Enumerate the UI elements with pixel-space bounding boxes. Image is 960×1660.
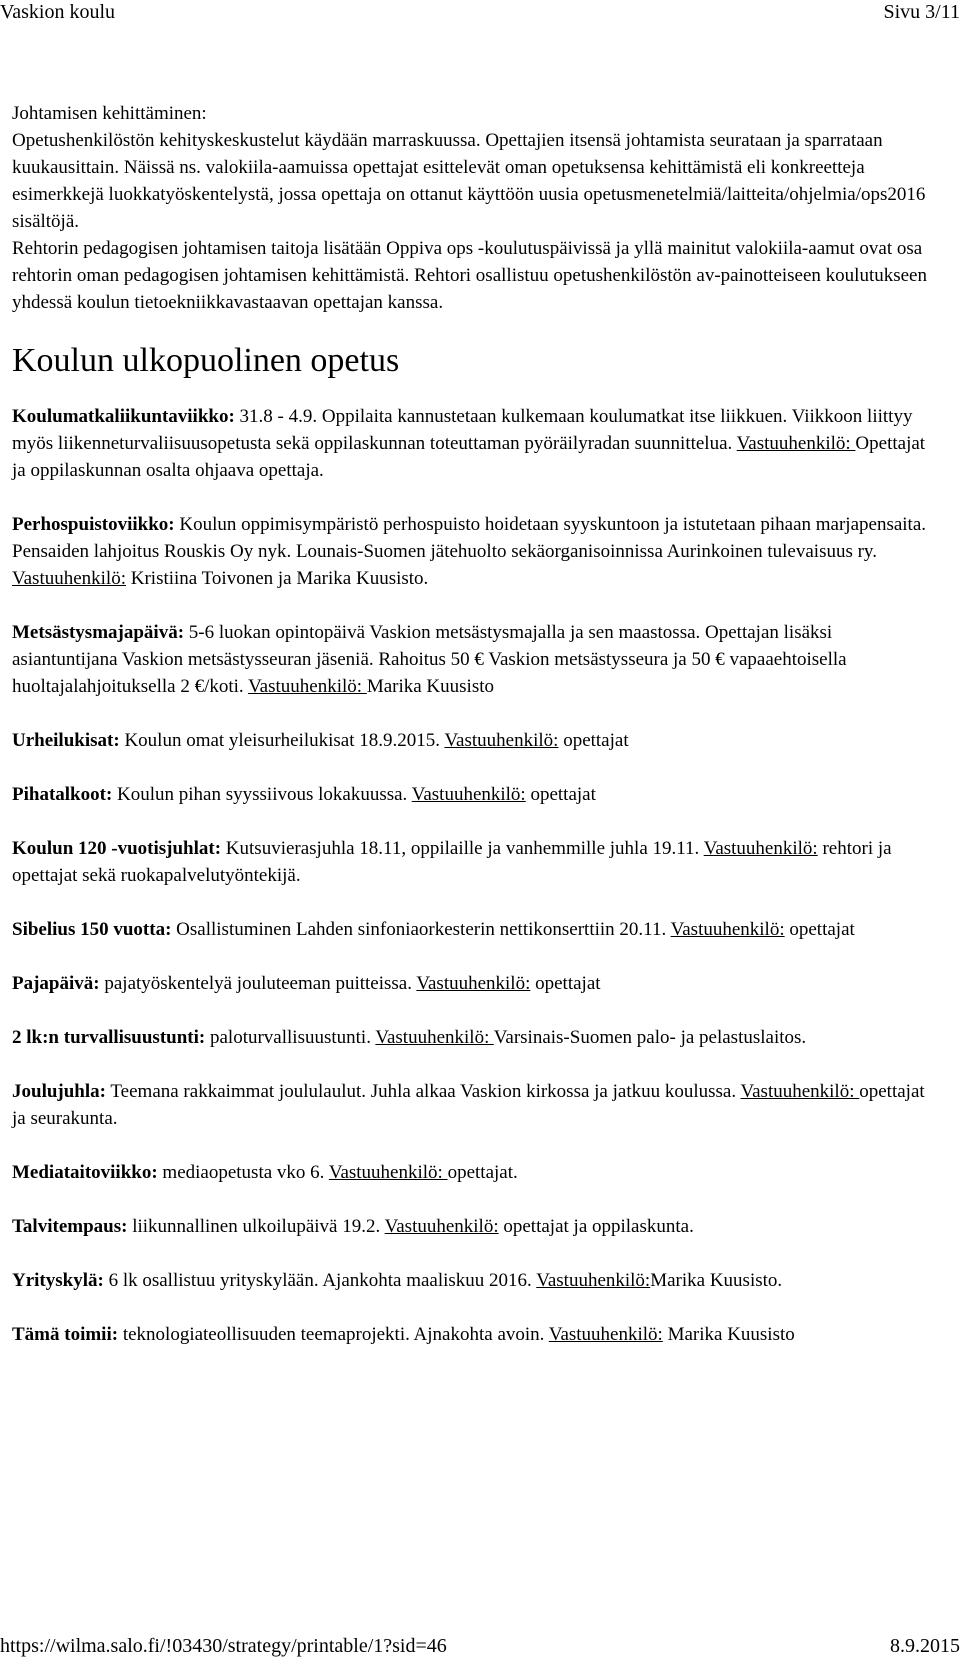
list-item [12,1078,942,1132]
intro-paragraph-2: Rehtorin pedagogisen johtamisen taitoja lisätään Oppiva ops -koulutuspäivissä ja yllä mainitut valokiila-aamut ovat osa rehtorin oman pedagogisen johtamisen kehittämistä. Rehtori osallistuu opetushenkilöstön av-painotteiseen koulutukseen yhdessä koulun tietoekniikkavastaavan opettajan kanssa. [12,238,927,313]
item-text: Koulun omat yleisurheilukisat 18.9.2015. [119,730,445,751]
responsible-label: Vastuuhenkilö: [328,1162,448,1183]
page-footer [0,1634,960,1660]
responsible-person: opettajat [784,919,855,940]
responsible-person: opettajat [525,784,596,805]
responsible-person: opettajat [558,730,629,751]
responsible-label: Vastuuhenkilö: [670,919,785,940]
item-title: Urheilukisat: [12,730,120,751]
page-number: Sivu 3/11 [883,1,960,23]
item-title: Pajapäivä: [12,973,100,994]
intro-section [12,100,942,316]
item-title: Talvitempaus: [12,1216,128,1237]
item-text: mediaopetusta vko 6. [157,1162,329,1183]
responsible-label: Vastuuhenkilö: [248,676,367,697]
responsible-person: opettajat [530,973,601,994]
list-item [12,835,942,889]
item-title: Perhospuistoviikko: [12,514,175,535]
item-text: teknologiateollisuuden teemaprojekti. Ajnakohta avoin. [118,1324,549,1345]
document-body [12,100,942,1375]
item-title: Yrityskylä: [12,1270,104,1291]
list-item [12,1213,942,1240]
item-title: Koulun 120 -vuotisjuhlat: [12,838,222,859]
list-item [12,1267,942,1294]
responsible-label: Vastuuhenkilö: [411,784,526,805]
item-text: paloturvallisuustunti. [205,1027,376,1048]
list-item [12,511,942,592]
responsible-person: Kristiina Toivonen ja Marika Kuusisto. [126,568,429,589]
item-title: Tämä toimii: [12,1324,119,1345]
item-text: Koulun oppimisympäristö perhospuisto hoidetaan syyskuntoon ja istutetaan pihaan marjapensaita. Pensaiden lahjoitus Rouskis Oy nyk. Lounais-Suomen jätehuolto sekäorganisoinnissa Aurinkoinen tulevaisuus ry. [12,514,927,562]
responsible-label: Vastuuhenkilö: [384,1216,499,1237]
item-title: Metsästysmajapäivä: [12,622,185,643]
responsible-person: Marika Kuusisto [662,1324,795,1345]
section-title: Koulun ulkopuolinen opetus [12,342,400,379]
responsible-label: Vastuuhenkilö: [416,973,531,994]
footer-date: 8.9.2015 [890,1635,960,1657]
list-item [12,1321,942,1348]
responsible-person: Marika Kuusisto [366,676,494,697]
page-header [0,0,960,30]
item-title: Koulumatkaliikuntaviikko: [12,406,235,427]
item-text: pajatyöskentelyä jouluteeman puitteissa. [99,973,417,994]
item-title: Joulujuhla: [12,1081,106,1102]
item-text: Kutsuvierasjuhla 18.11, oppilaille ja vanhemmille juhla 19.11. [221,838,704,859]
item-text: 31.8 - 4.9. Oppilaita kannustetaan kulkemaan koulumatkat itse liikkuen. Viikkoon liittyy myös liikenneturvaliisuusopetusta sekä oppilaskunnan toteuttaman pyöräilyradan suunnittelua. [12,406,913,454]
item-title: Sibelius 150 vuotta: [12,919,172,940]
responsible-label: Vastuuhenkilö: [375,1027,494,1048]
item-text: 6 lk osallistuu yrityskylään. Ajankohta maaliskuu 2016. [103,1270,537,1291]
responsible-person: rehtori ja opettajat sekä ruokapalvelutyöntekijä. [12,838,892,886]
list-item [12,1159,942,1186]
list-item [12,970,942,997]
item-title: Mediataitoviikko: [12,1162,158,1183]
responsible-label: Vastuuhenkilö: [444,730,559,751]
item-text: liikunnallinen ulkoilupäivä 19.2. [127,1216,385,1237]
responsible-person: opettajat. [447,1162,518,1183]
responsible-person: Marika Kuusisto. [650,1270,783,1291]
responsible-person: opettajat ja oppilaskunta. [498,1216,694,1237]
item-text: Teemana rakkaimmat joululaulut. Juhla alkaa Vaskion kirkossa ja jatkuu koulussa. [105,1081,741,1102]
list-item [12,619,942,700]
responsible-label: Vastuuhenkilö: [12,568,126,589]
item-text: Osallistuminen Lahden sinfoniaorkesterin nettikonserttiin 20.11. [171,919,671,940]
responsible-person: opettajat ja seurakunta. [12,1081,925,1129]
list-item [12,916,942,943]
responsible-label: Vastuuhenkilö: [736,433,856,454]
item-title: 2 lk:n turvallisuustunti: [12,1027,206,1048]
event-list [12,403,942,1348]
responsible-person: Opettajat ja oppilaskunnan osalta ohjaava opettaja. [12,433,926,481]
responsible-label: Vastuuhenkilö: [536,1270,651,1291]
responsible-person: Varsinais-Suomen palo- ja pelastuslaitos. [493,1027,807,1048]
intro-heading: Johtamisen kehittäminen: [12,103,207,124]
list-item [12,727,942,754]
footer-url: https://wilma.salo.fi/!03430/strategy/printable/1?sid=46 [0,1635,447,1657]
list-item [12,403,942,484]
item-text: 5-6 luokan opintopäivä Vaskion metsästysmajalla ja sen maastossa. Opettajan lisäksi asiantuntijana Vaskion metsästysseuran jäseniä. Rahoitus 50 € Vaskion metsästysseura ja 50 € vapaaehtoisella huoltajalahjoituksella 2 €/koti. [12,622,847,697]
site-title: Vaskion koulu [0,1,115,23]
responsible-label: Vastuuhenkilö: [548,1324,663,1345]
responsible-label: Vastuuhenkilö: [740,1081,860,1102]
list-item [12,1024,942,1051]
item-text: Koulun pihan syyssiivous lokakuussa. [112,784,412,805]
item-title: Pihatalkoot: [12,784,113,805]
intro-paragraph-1: Opetushenkilöstön kehityskeskustelut käydään marraskuussa. Opettajien itsensä johtamista seurataan ja sparrataan kuukausittain. Näissä ns. valokiila-aamuissa opettajat esittelevät oman opetuksensa kehittämistä eli konkreetteja esimerkkejä luokkatyöskentelystä, jossa opettaja on ottanut käyttöön uusia opetusmenetelmiä/laitteita/ohjelmia/ops2016 sisältöjä. [12,130,926,232]
responsible-label: Vastuuhenkilö: [703,838,818,859]
list-item [12,781,942,808]
